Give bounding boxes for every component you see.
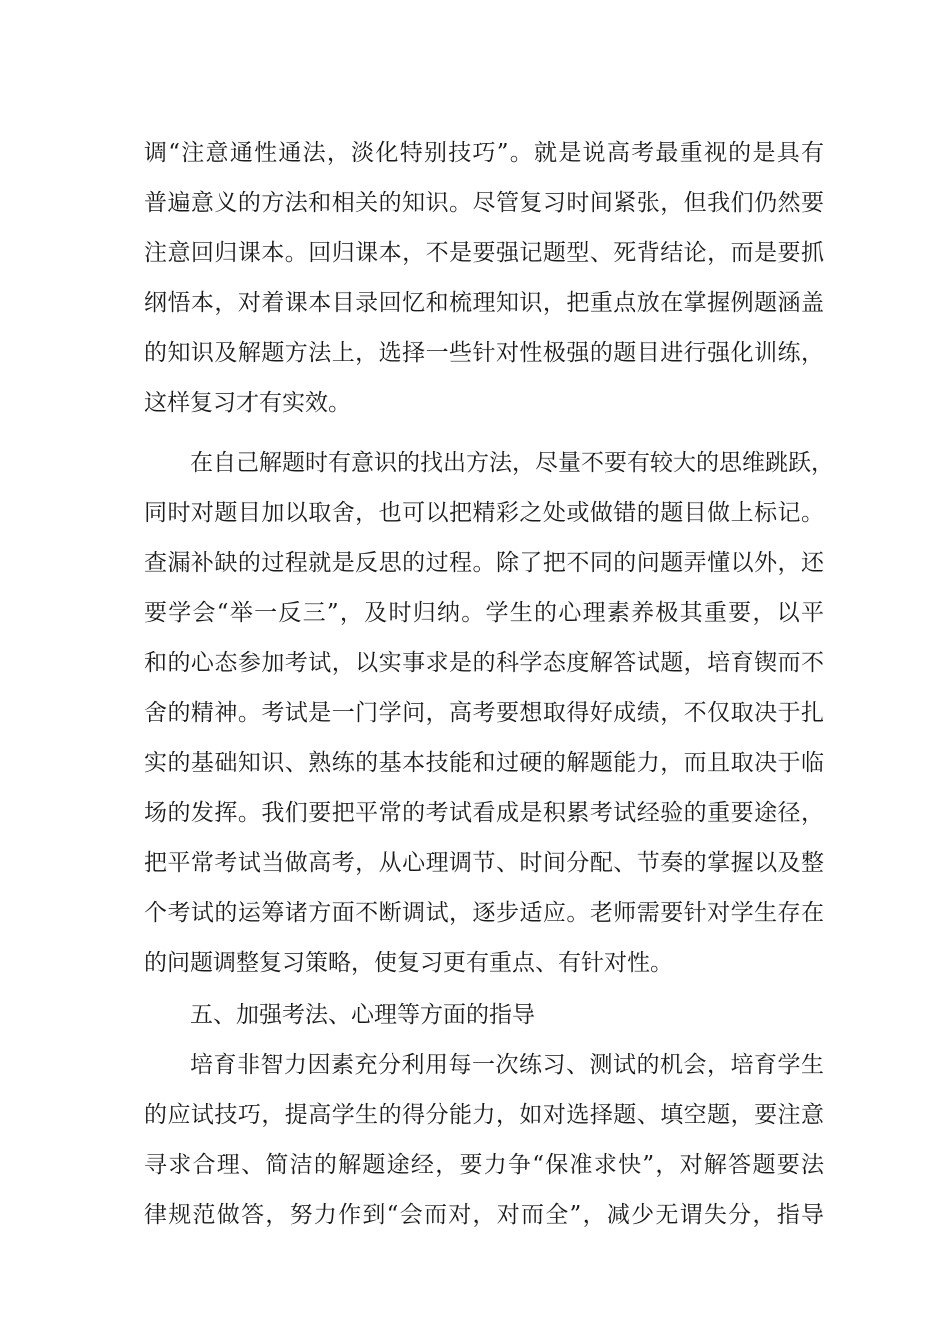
text-line: 纲悟本，对着课本目录回忆和梳理知识，把重点放在掌握例题涵盖 xyxy=(144,290,824,316)
text-line: 普遍意义的方法和相关的知识。尽管复习时间紧张，但我们仍然要 xyxy=(144,190,824,216)
text-line: 这样复习才有实效。 xyxy=(144,390,351,416)
text-line: 的应试技巧，提高学生的得分能力，如对选择题、填空题，要注意 xyxy=(144,1102,824,1128)
text-line: 要学会“举一反三”，及时归纳。学生的心理素养极其重要，以平 xyxy=(144,600,824,626)
text-line: 同时对题目加以取舍，也可以把精彩之处或做错的题目做上标记。 xyxy=(144,500,824,526)
text-line: 个考试的运筹诸方面不断调试，逐步适应。老师需要针对学生存在 xyxy=(144,900,824,926)
text-line: 查漏补缺的过程就是反思的过程。除了把不同的问题弄懂以外，还 xyxy=(144,550,824,576)
text-line: 舍的精神。考试是一门学问，高考要想取得好成绩，不仅取决于扎 xyxy=(144,700,824,726)
text-line: 在自己解题时有意识的找出方法，尽量不要有较大的思维跳跃， xyxy=(190,450,834,476)
text-line: 的问题调整复习策略，使复习更有重点、有针对性。 xyxy=(144,950,673,976)
text-line: 的知识及解题方法上，选择一些针对性极强的题目进行强化训练， xyxy=(144,340,824,366)
section-heading: 五、加强考法、心理等方面的指导 xyxy=(190,1002,535,1028)
text-line: 培育非智力因素充分利用每一次练习、测试的机会，培育学生 xyxy=(190,1052,824,1078)
text-line: 律规范做答，努力作到“会而对，对而全”，减少无谓失分，指导 xyxy=(144,1202,824,1228)
text-line: 把平常考试当做高考，从心理调节、时间分配、节奏的掌握以及整 xyxy=(144,850,824,876)
text-line: 实的基础知识、熟练的基本技能和过硬的解题能力，而且取决于临 xyxy=(144,750,824,776)
text-line: 调“注意通性通法，淡化特别技巧”。就是说高考最重视的是具有 xyxy=(144,140,824,166)
text-line: 场的发挥。我们要把平常的考试看成是积累考试经验的重要途径， xyxy=(144,800,824,826)
text-line: 注意回归课本。回归课本，不是要强记题型、死背结论，而是要抓 xyxy=(144,240,824,266)
text-line: 寻求合理、简洁的解题途经，要力争“保准求快”，对解答题要法 xyxy=(144,1152,824,1178)
text-line: 和的心态参加考试，以实事求是的科学态度解答试题，培育锲而不 xyxy=(144,650,824,676)
